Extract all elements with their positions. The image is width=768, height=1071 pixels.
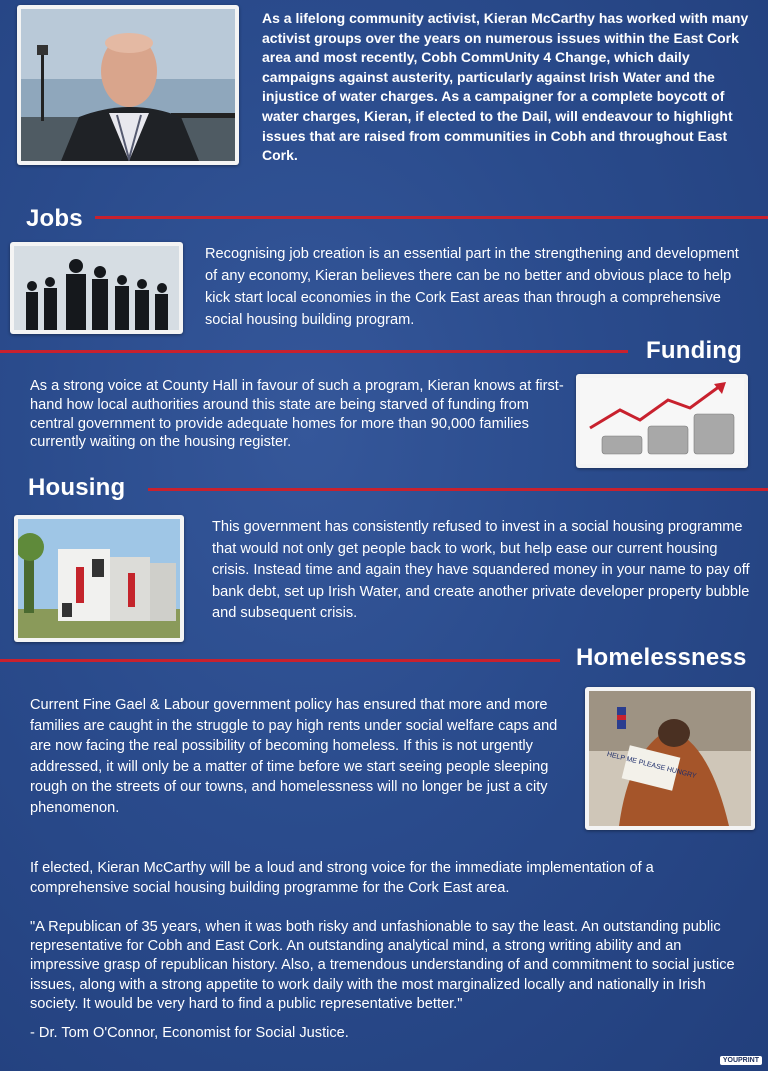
printer-tag: YOUPRINT <box>720 1056 762 1065</box>
funding-paragraph: As a strong voice at County Hall in favour of such a program, Kieran knows at first-hand how local authorities around this state are being starved of funding from central government to provide adequate homes for more than 90,000 families currently waiting on the housing register. <box>30 378 564 451</box>
jobs-rule <box>95 216 768 219</box>
quote-paragraph: "A Republican of 35 years, when it was both risky and unfashionable to say the least. An outstanding public representative for Cobh and East Cork. An outstanding analytical mind, a strong writing ability and an impressive grasp of republican history. Also, a tremendous understanding of and commitment to social justice issues, along with a strong appetite to work daily with the most marginalized locally and nationally in Irish society. It would be very hard to find a public representative better." <box>30 919 735 1012</box>
closing-paragraph: If elected, Kieran McCarthy will be a loud and strong voice for the immediate implementation of a comprehensive social housing building programme for the Cork East area. <box>30 860 654 896</box>
jobs-heading: Jobs <box>26 205 83 232</box>
housing-paragraph: This government has consistently refused to invest in a social housing programme that would not only get people back to work, but help ease our current housing crisis. Instead time and again they have squandered money in your name to pay off bank debt, set up Irish Water, and create another private developer property bubble and subsequent crisis. <box>212 519 750 621</box>
homelessness-rule <box>0 659 560 662</box>
intro-paragraph: As a lifelong community activist, Kieran McCarthy has worked with many activist groups over the years on numerous issues within the East Cork area and most recently, Cobh CommUnity 4 Change, which daily campaigns against austerity, particularly against Irish Water and the injustice of water charges. As a campaigner for a complete boycott of water charges, Kieran, if elected to the Dail, will endeavour to highlight issues that are raised from communities in Cobh and throughout East Cork. <box>262 10 749 164</box>
housing-rule <box>148 488 768 491</box>
funding-heading: Funding <box>646 337 743 364</box>
homelessness-heading: Homelessness <box>576 644 747 671</box>
housing-photo <box>14 515 184 642</box>
quote-attribution: - Dr. Tom O'Connor, Economist for Social Justice. <box>30 1025 349 1041</box>
jobs-photo <box>10 242 183 334</box>
funding-photo <box>576 374 748 468</box>
homelessness-photo <box>585 687 755 830</box>
jobs-paragraph: Recognising job creation is an essential part in the strengthening and development of any economy, Kieran believes there can be no better and obvious place to help kick start local economies in the Cork East areas than through a comprehensive social housing building program. <box>205 246 739 328</box>
candidate-photo <box>17 5 239 165</box>
homelessness-paragraph: Current Fine Gael & Labour government policy has ensured that more and more families are caught in the struggle to pay high rents under social welfare caps and are now facing the real possibility of becoming homeless. If this is not urgently addressed, it will only be a matter of time before we start seeing people sleeping rough on the streets of our towns, and homelessness will no longer be just a city phenomenon. <box>30 697 558 816</box>
funding-rule <box>0 350 628 353</box>
housing-heading: Housing <box>28 474 126 501</box>
sign-text: HELP ME PLEASE HUNGRY <box>606 751 698 781</box>
